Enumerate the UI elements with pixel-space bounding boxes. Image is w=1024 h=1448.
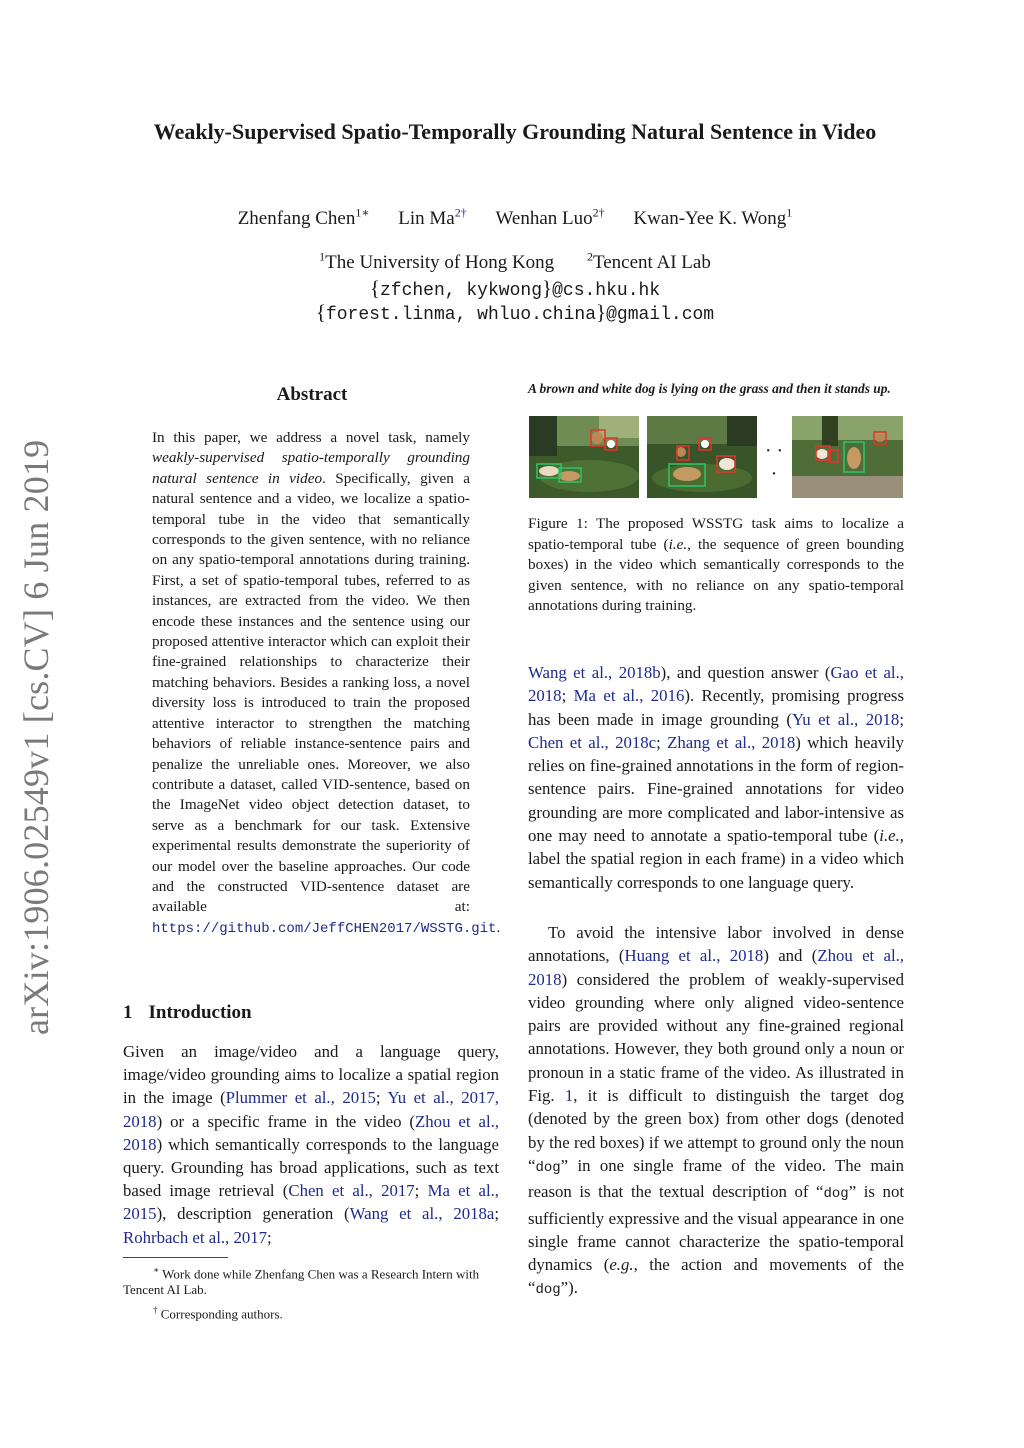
arxiv-stamp: arXiv:1906.02549v1 [cs.CV] 6 Jun 2019: [16, 439, 56, 1035]
video-frame-3: [792, 416, 903, 498]
video-frame-image: [647, 416, 757, 498]
code-link[interactable]: https://github.com/JeffCHEN2017/WSSTG.git: [152, 920, 497, 937]
citation-link[interactable]: Wang et al., 2018b: [528, 663, 661, 682]
citation-link[interactable]: Huang et al., 2018: [624, 946, 764, 966]
frame-ellipsis: · · ·: [764, 440, 784, 485]
figure-ref-link[interactable]: 1: [564, 1086, 574, 1106]
paper-title: Weakly-Supervised Spatio-Temporally Grounding Natural Sentence in Video: [153, 119, 877, 144]
video-frame-image: [792, 416, 903, 498]
citation-link[interactable]: Chen et al., 2018c: [528, 732, 657, 752]
abstract-body: In this paper, we address a novel task, namely weakly-supervised spatio-temporally grounding natural sentence in video. Specifically, given a natural sentence and a video, we localize a spatio-temporal tube in the video that semantically corresponds to the given sentence, with no reliance on any spatio-temporal annotations during training. First, a set of spatio-temporal tubes, referred to as instances, are extracted from the video. We then encode these instances and the sentence using our proposed attentive interactor which can exploit their fine-grained relationships to characterize their matching behaviors. Besides a ranking loss, a novel diversity loss is introduced to train the proposed attentive interactor to strengthen the matching behaviors of reliable instance-sentence pairs and penalize the unreliable ones. Moreover, we also contribute a dataset, called VID-sentence, based on the ImageNet video object detection dataset, to serve as a benchmark for our task. Extensive experimental results demonstrate the superiority of our model over the baseline approaches. Our code and the constructed VID-sentence dataset are available at: https://github.com/JeffCHEN2017/WSSTG.git.: [152, 429, 501, 937]
citation-link[interactable]: Zhou et al., 2018: [123, 1111, 499, 1154]
citation-link[interactable]: Zhang et al., 2018: [667, 732, 796, 752]
citation-link[interactable]: Yu et al., 2018: [792, 709, 900, 729]
email-line: {forest.linma, whluo.china}@gmail.com: [315, 300, 715, 325]
citation-link[interactable]: Chen et al., 2017: [288, 1181, 415, 1201]
citation-link[interactable]: Gao et al., 2018: [528, 663, 904, 706]
affiliations: [120, 250, 910, 274]
citation-link[interactable]: Ma et al., 2016: [573, 686, 685, 706]
author: Lin $Ma^{2\dagger}$: [398, 206, 467, 230]
citation-link[interactable]: Plummer et al., 2015: [225, 1088, 376, 1108]
author: Kwan-Yee K. Wong$^1$: [633, 206, 793, 230]
citation-link[interactable]: Wang et al., 2018a: [349, 1204, 495, 1224]
footnote: † Corresponding authors.: [153, 1305, 283, 1322]
body-paragraph: Wang et al., 2018b), and question answer (Gao et al., 2018; Ma et al., 2016). Recently, promising progress has been made in image grounding (Yu et al., 2018; Chen et al., 2018c; Zhang et al., 2018) which heavily relies on fine-grained annotations in the form of region-sentence pairs. Fine-grained annotations for video grounding are more complicated and labor-intensive as one may need to annotate a spatio-temporal tube (i.e., label the spatial region in each frame) in a video which semantically corresponds to one language query.: [528, 663, 904, 892]
intro-paragraph: Given an image/video and a language query, image/video grounding aims to localize a spatial region in the image (Plummer et al., 2015; Yu et al., 2017, 2018) or a specific frame in the video (Zhou et al., 2018) which semantically corresponds to the language query. Grounding has broad applications, such as text based image retrieval (Chen et al., 2017; Ma et al., 2015), description generation (Wang et al., 2018a; Rohrbach et al., 2017;: [123, 1042, 500, 1247]
author-list: [120, 206, 910, 230]
video-frame-image: [529, 416, 639, 498]
figure-query-sentence: A brown and white dog is lying on the grass and then it stands up.: [528, 381, 891, 396]
email-line: {zfchen, kykwong}@cs.hku.hk: [369, 276, 661, 301]
body-paragraph: To avoid the intensive labor involved in dense annotations, (Huang et al., 2018) and (Zhou et al., 2018) considered the problem of weakly-supervised video grounding where only aligned video-sentence pairs are provided without any fine-grained regional annotations. However, they both ground only a noun or pronoun in a static frame of the video. As illustrated in Fig. 1, it is difficult to distinguish the target dog (denoted by the green box) from other dogs (denoted by the red boxes) if we attempt to ground only the noun “dog” in one single frame of the video. The main reason is that the textual description of “dog” is not sufficiently expressive and the visual appearance in one single frame cannot characterize the spatio-temporal dynamics (e.g., the action and movements of the “dog”).: [528, 923, 904, 1299]
figure-caption: Figure 1: The proposed WSSTG task aims to localize a spatio-temporal tube (i.e., the sequence of green bounding boxes) in the video which semantically corresponds to the given sentence, with no reliance on any spatio-temporal annotations during training.: [528, 515, 904, 614]
citation-link[interactable]: Ma et al., 2015: [123, 1181, 499, 1224]
citation-link[interactable]: Rohrbach et al., 2017: [123, 1227, 268, 1247]
video-frame-2: [647, 416, 757, 498]
affiliation: $^2$Tencent AI Lab: [586, 250, 711, 274]
author: Zhenfang Chen$^{1∗}$: [237, 206, 370, 230]
footnotes: [123, 1262, 499, 1323]
video-frame-1: [529, 416, 639, 498]
affiliation: $^1$The University of Hong Kong: [319, 250, 555, 274]
section-heading: 1 Introduction: [123, 1002, 252, 1023]
footnote: ∗ Work done while Zhenfang Chen was a Research Intern with Tencent AI Lab.: [123, 1265, 480, 1298]
abstract-heading: Abstract: [276, 384, 348, 405]
author: Wenhan Luo$^{2\dagger}$: [495, 206, 605, 230]
citation-link[interactable]: Yu et al., 2017, 2018: [123, 1088, 499, 1131]
citation-link[interactable]: Zhou et al., 2018: [528, 946, 904, 989]
footnote-rule: [123, 1257, 228, 1258]
